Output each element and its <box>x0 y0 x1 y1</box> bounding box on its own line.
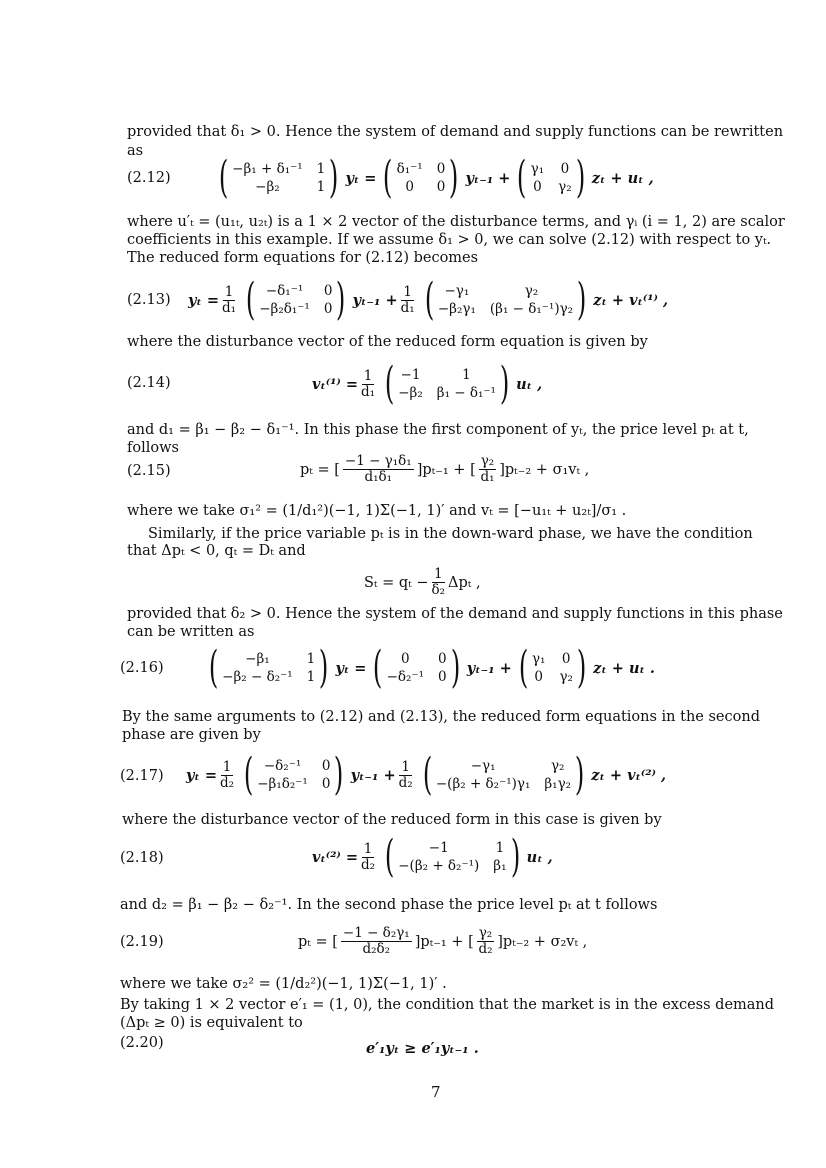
text-line: where the disturbance vector of the reduced form in this case is given by <box>122 812 662 828</box>
equation-2-20: e′₁yₜ ≥ e′₁yₜ₋₁ . <box>366 1040 479 1057</box>
text-line: (Δpₜ ≥ 0) is equivalent to <box>120 1015 303 1031</box>
equation-label: (2.15) <box>127 463 171 479</box>
matrix: ( −β₁ 1 −β₂ − δ₂⁻¹ 1 ) <box>208 642 329 693</box>
matrix: ( −γ₁ γ₂ −(β₂ + δ₂⁻¹)γ₁ β₁γ₂ ) <box>422 749 585 800</box>
text-line: follows <box>127 440 179 456</box>
matrix: ( −1 1 −(β₂ + δ₂⁻¹) β₁ ) <box>384 831 520 882</box>
text-line: Similarly, if the price variable pₜ is in the down-ward phase, we have the condition <box>148 526 753 542</box>
equation-2-14: vₜ⁽¹⁾ = $\frac{1}{\text{d₁}}$ ( −1 1 −β₂ β₁ − δ₁⁻¹ ) uₜ , <box>312 358 543 409</box>
equation-2-15: pₜ = [ $\frac{\text{−1 − γ₁δ₁}}{\text{d₁δ₁}}$ ]pₜ₋₁ + [ $\frac{\text{γ₂}}{\text{d₁}}$ ]pₜ₋₂ + σ₁vₜ , <box>300 453 590 485</box>
equation-label: (2.13) <box>127 292 171 308</box>
matrix: ( γ₁ 0 0 γ₂ ) <box>517 152 585 203</box>
text-line: provided that δ₂ > 0. Hence the system of the demand and supply functions in this phase <box>127 606 783 622</box>
equation-label: (2.20) <box>120 1035 164 1051</box>
text-line: coefficients in this example. If we assume δ₁ > 0, we can solve (2.12) with respect to yₜ. <box>127 232 772 248</box>
equation-2-13: yₜ = $\frac{1}{\text{d₁}}$ ( −δ₁⁻¹ 0 −β₂δ₁⁻¹ 0 ) yₜ₋₁ + $\frac{1}{\text{d₁}}$ ( −γ₁ γ₂ −β₂γ₁ (β₁ − δ₁⁻¹)γ₂ ) zₜ + vₜ⁽¹⁾ , <box>188 274 668 325</box>
equation-2-19: pₜ = [ $\frac{\text{−1 − δ₂γ₁}}{\text{d₂δ₂}}$ ]pₜ₋₁ + [ $\frac{\text{γ₂}}{\text{d₂}}$ ]pₜ₋₂ + σ₂vₜ , <box>298 925 588 957</box>
equation-label: (2.17) <box>120 768 164 784</box>
equation-2-18: vₜ⁽²⁾ = $\frac{1}{\text{d₂}}$ ( −1 1 −(β₂ + δ₂⁻¹) β₁ ) uₜ , <box>312 831 553 882</box>
matrix: ( −1 1 −β₂ β₁ − δ₁⁻¹ ) <box>384 358 510 409</box>
equation-label: (2.14) <box>127 375 171 391</box>
equation-label: (2.12) <box>127 170 171 186</box>
equation-supply: Sₜ = qₜ − $\frac{1}{\text{δ₂}}$ Δpₜ , <box>364 566 481 598</box>
matrix: ( −δ₁⁻¹ 0 −β₂δ₁⁻¹ 0 ) <box>245 274 346 325</box>
equation-2-16: ( −β₁ 1 −β₂ − δ₂⁻¹ 1 ) yₜ = ( 0 0 −δ₂⁻¹ 0 ) yₜ₋₁ + ( γ₁ 0 0 γ₂ ) zₜ + uₜ . <box>202 646 655 690</box>
equation-label: (2.16) <box>120 660 164 676</box>
text-line: The reduced form equations for (2.12) becomes <box>127 250 479 266</box>
text-line: where the disturbance vector of the reduced form equation is given by <box>127 334 648 350</box>
text-line: where we take σ₂² = (1/d₂²)(−1, 1)Σ(−1, 1)′ . <box>120 976 447 992</box>
text-line: provided that δ₁ > 0. Hence the system of demand and supply functions can be rewritten <box>127 124 784 140</box>
text-line: where we take σ₁² = (1/d₁²)(−1, 1)Σ(−1, 1)′ and vₜ = [−u₁ₜ + u₂ₜ]/σ₁ . <box>127 503 627 519</box>
text-line: as <box>127 143 144 159</box>
matrix: ( −γ₁ γ₂ −β₂γ₁ (β₁ − δ₁⁻¹)γ₂ ) <box>424 274 587 325</box>
text-line: phase are given by <box>122 727 261 743</box>
page-number: 7 <box>431 1083 441 1101</box>
text-line: By the same arguments to (2.12) and (2.13), the reduced form equations in the second <box>122 709 760 725</box>
equation-2-17: yₜ = $\frac{1}{\text{d₂}}$ ( −δ₂⁻¹ 0 −β₁δ₂⁻¹ 0 ) yₜ₋₁ + $\frac{1}{\text{d₂}}$ ( −γ₁ γ₂ −(β₂ + δ₂⁻¹)γ₁ β₁γ₂ ) zₜ + vₜ⁽²⁾ , <box>186 749 666 800</box>
matrix: ( 0 0 −δ₂⁻¹ 0 ) <box>373 642 460 693</box>
text-line: that Δpₜ < 0, qₜ = Dₜ and <box>127 543 306 559</box>
text-line: and d₂ = β₁ − β₂ − δ₂⁻¹. In the second phase the price level pₜ at t follows <box>120 897 658 913</box>
equation-2-12: ( −β₁ + δ₁⁻¹ 1 −β₂ 1 ) yₜ = ( δ₁⁻¹ 0 0 0 ) yₜ₋₁ + ( γ₁ 0 0 γ₂ ) zₜ + uₜ , <box>212 156 654 200</box>
text-line: and d₁ = β₁ − β₂ − δ₁⁻¹. In this phase the first component of yₜ, the price level pₜ at t, <box>127 422 749 438</box>
matrix: ( γ₁ 0 0 γ₂ ) <box>518 642 587 693</box>
matrix: ( −β₁ + δ₁⁻¹ 1 −β₂ 1 ) <box>218 152 339 203</box>
text-line: can be written as <box>127 624 255 640</box>
equation-label: (2.18) <box>120 850 164 866</box>
matrix: ( δ₁⁻¹ 0 0 0 ) <box>383 152 459 203</box>
matrix: ( −δ₂⁻¹ 0 −β₁δ₂⁻¹ 0 ) <box>243 749 344 800</box>
equation-label: (2.19) <box>120 934 164 950</box>
text-line: where u′ₜ = (u₁ₜ, u₂ₜ) is a 1 × 2 vector of the disturbance terms, and γᵢ (i = 1, 2) are scalor <box>127 214 785 230</box>
text-line: By taking 1 × 2 vector e′₁ = (1, 0), the condition that the market is in the excess demand <box>120 997 775 1013</box>
